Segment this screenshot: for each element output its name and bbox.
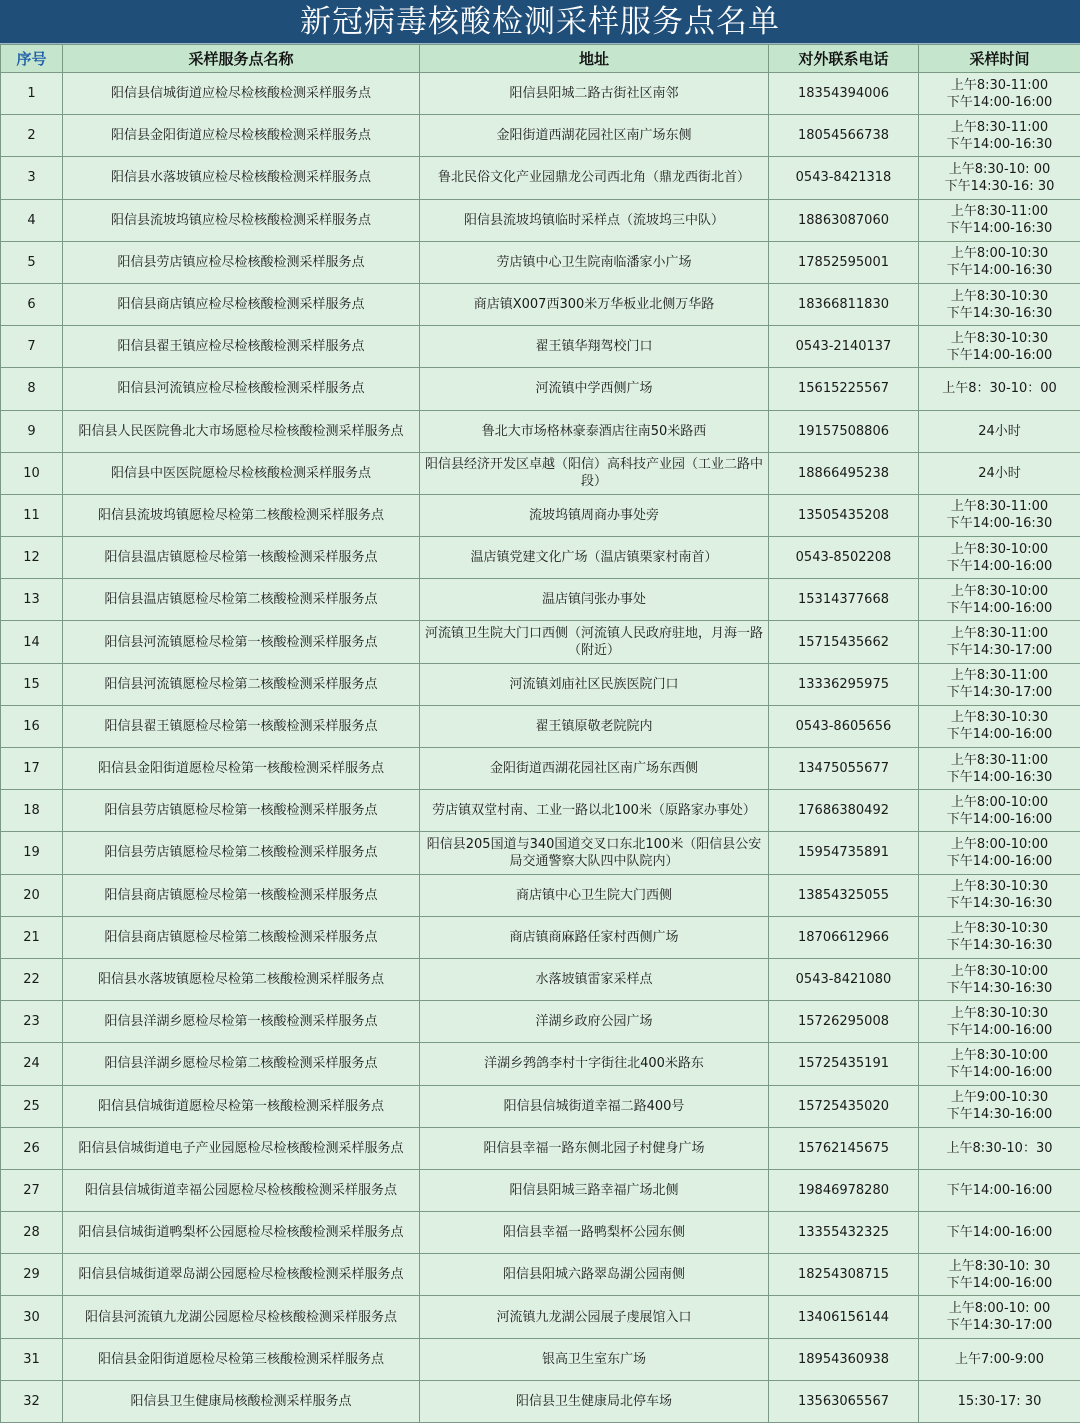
cell-time — [919, 1380, 1080, 1422]
time-line: 上午8：30-10：00 — [942, 381, 1057, 397]
table-row — [1, 621, 1080, 663]
cell-address: 洋湖乡鹁鸽李村十字街往北400米路东 — [420, 1043, 769, 1085]
table-row — [1, 326, 1080, 368]
cell-name: 阳信县河流镇九龙湖公园愿检尽检核酸检测采样服务点 — [63, 1296, 420, 1338]
time-line: 下午14:30-16:30 — [946, 980, 1053, 996]
cell-time — [919, 241, 1080, 283]
cell-phone: 18866495238 — [769, 452, 919, 494]
cell-address: 温店镇闫张办事处 — [420, 579, 769, 621]
cell-phone: 19157508806 — [769, 410, 919, 452]
cell-phone: 13505435208 — [769, 494, 919, 536]
cell-phone: 15615225567 — [769, 368, 919, 410]
time-line: 上午8:00-10: 00 — [948, 1301, 1051, 1317]
cell-no: 12 — [1, 537, 63, 579]
cell-no: 16 — [1, 705, 63, 747]
cell-no: 27 — [1, 1169, 63, 1211]
cell-time — [919, 874, 1080, 916]
cell-time — [919, 1296, 1080, 1338]
cell-name: 阳信县信城街道电子产业园愿检尽检核酸检测采样服务点 — [63, 1127, 420, 1169]
time-line: 下午14:00-16:00 — [946, 1064, 1053, 1080]
cell-phone: 0543-8421318 — [769, 157, 919, 199]
cell-name: 阳信县温店镇愿检尽检第一核酸检测采样服务点 — [63, 537, 420, 579]
time-line: 下午14:30-16:30 — [946, 896, 1053, 912]
time-line: 上午8:00-10:30 — [950, 246, 1049, 262]
cell-time — [919, 621, 1080, 663]
cell-no: 20 — [1, 874, 63, 916]
cell-phone: 15726295008 — [769, 1001, 919, 1043]
time-line: 下午14:00-16:00 — [946, 727, 1053, 743]
time-line: 下午14:00-16:30 — [946, 136, 1053, 152]
cell-phone: 15954735891 — [769, 832, 919, 874]
time-line: 下午14:00-16:00 — [946, 347, 1053, 363]
cell-address: 阳信县卫生健康局北停车场 — [420, 1380, 769, 1422]
cell-address: 阳信县阳城三路幸福广场北侧 — [420, 1169, 769, 1211]
time-line: 上午8:30-10:30 — [950, 710, 1049, 726]
cell-phone: 19846978280 — [769, 1169, 919, 1211]
cell-address: 劳店镇中心卫生院南临潘家小广场 — [420, 241, 769, 283]
service-point-table — [0, 44, 1080, 1423]
time-line: 下午14:30-17:00 — [946, 643, 1053, 659]
cell-no: 15 — [1, 663, 63, 705]
cell-no: 10 — [1, 452, 63, 494]
cell-phone: 18366811830 — [769, 283, 919, 325]
time-line: 下午14:00-16:00 — [946, 1225, 1053, 1241]
cell-phone: 15314377668 — [769, 579, 919, 621]
cell-time — [919, 283, 1080, 325]
time-line: 下午14:00-16:00 — [946, 1182, 1053, 1198]
table-row — [1, 1254, 1080, 1296]
cell-time — [919, 199, 1080, 241]
header-time: 采样时间 — [919, 45, 1080, 73]
cell-address: 翟王镇华翔驾校门口 — [420, 326, 769, 368]
cell-time — [919, 452, 1080, 494]
cell-time — [919, 916, 1080, 958]
cell-name: 阳信县翟王镇应检尽检核酸检测采样服务点 — [63, 326, 420, 368]
time-line: 24小时 — [978, 465, 1021, 481]
cell-name: 阳信县流坡坞镇应检尽检核酸检测采样服务点 — [63, 199, 420, 241]
time-line: 下午14:00-16:00 — [946, 853, 1053, 869]
table-row — [1, 579, 1080, 621]
cell-name: 阳信县水落坡镇愿检尽检第二核酸检测采样服务点 — [63, 958, 420, 1000]
cell-address: 商店镇中心卫生院大门西侧 — [420, 874, 769, 916]
time-line: 上午8:30-11:00 — [950, 119, 1049, 135]
table-row — [1, 916, 1080, 958]
cell-address: 水落坡镇雷家采样点 — [420, 958, 769, 1000]
time-line: 上午8:30-10: 00 — [948, 161, 1051, 177]
cell-phone: 18954360938 — [769, 1338, 919, 1380]
cell-time — [919, 705, 1080, 747]
cell-address: 阳信县流坡坞镇临时采样点（流坡坞三中队） — [420, 199, 769, 241]
cell-address: 阳信县信城街道幸福二路400号 — [420, 1085, 769, 1127]
cell-phone: 18254308715 — [769, 1254, 919, 1296]
cell-no: 9 — [1, 410, 63, 452]
cell-phone: 18054566738 — [769, 115, 919, 157]
cell-phone: 0543-8421080 — [769, 958, 919, 1000]
table-row — [1, 705, 1080, 747]
table-row — [1, 241, 1080, 283]
cell-time — [919, 1001, 1080, 1043]
cell-time — [919, 1043, 1080, 1085]
cell-phone: 15715435662 — [769, 621, 919, 663]
table-row — [1, 1380, 1080, 1422]
cell-phone: 0543-8502208 — [769, 537, 919, 579]
cell-phone: 15725435020 — [769, 1085, 919, 1127]
table-row — [1, 874, 1080, 916]
cell-name: 阳信县水落坡镇应检尽检核酸检测采样服务点 — [63, 157, 420, 199]
cell-time — [919, 368, 1080, 410]
cell-no: 6 — [1, 283, 63, 325]
time-line: 上午8:30-10：30 — [946, 1140, 1053, 1156]
table-row — [1, 1043, 1080, 1085]
cell-no: 32 — [1, 1380, 63, 1422]
table-row — [1, 410, 1080, 452]
cell-phone: 13563065567 — [769, 1380, 919, 1422]
time-line: 15:30-17: 30 — [957, 1393, 1042, 1409]
time-line: 上午8:30-10:00 — [950, 541, 1049, 557]
cell-address: 河流镇刘庙社区民族医院门口 — [420, 663, 769, 705]
cell-address: 阳信县阳城二路古街社区南邻 — [420, 73, 769, 115]
time-line: 上午8:30-10:30 — [950, 1005, 1049, 1021]
time-line: 上午8:30-11:00 — [950, 204, 1049, 220]
time-line: 下午14:00-16:00 — [946, 811, 1053, 827]
cell-no: 19 — [1, 832, 63, 874]
cell-phone: 18863087060 — [769, 199, 919, 241]
cell-time — [919, 1254, 1080, 1296]
cell-no: 26 — [1, 1127, 63, 1169]
time-line: 上午8:30-10:00 — [950, 583, 1049, 599]
cell-time — [919, 790, 1080, 832]
cell-no: 22 — [1, 958, 63, 1000]
cell-name: 阳信县金阳街道愿检尽检第一核酸检测采样服务点 — [63, 748, 420, 790]
time-line: 上午8:30-10:30 — [950, 921, 1049, 937]
cell-name: 阳信县劳店镇应检尽检核酸检测采样服务点 — [63, 241, 420, 283]
cell-time — [919, 157, 1080, 199]
time-line: 上午8:30-11:00 — [950, 499, 1049, 515]
table-row — [1, 1085, 1080, 1127]
cell-time — [919, 1212, 1080, 1254]
cell-time — [919, 663, 1080, 705]
cell-no: 21 — [1, 916, 63, 958]
cell-address: 阳信县经济开发区卓越（阳信）高科技产业园（工业二路中段） — [420, 452, 769, 494]
cell-address: 银高卫生室东广场 — [420, 1338, 769, 1380]
time-line: 上午8:00-10:00 — [950, 836, 1049, 852]
table-row — [1, 73, 1080, 115]
cell-address: 洋湖乡政府公园广场 — [420, 1001, 769, 1043]
table-row — [1, 663, 1080, 705]
cell-name: 阳信县信城街道翠岛湖公园愿检尽检核酸检测采样服务点 — [63, 1254, 420, 1296]
cell-no: 23 — [1, 1001, 63, 1043]
table-row — [1, 199, 1080, 241]
header-name: 采样服务点名称 — [63, 45, 420, 73]
cell-time — [919, 579, 1080, 621]
cell-name: 阳信县金阳街道应检尽检核酸检测采样服务点 — [63, 115, 420, 157]
cell-name: 阳信县卫生健康局核酸检测采样服务点 — [63, 1380, 420, 1422]
cell-no: 17 — [1, 748, 63, 790]
time-line: 上午8:30-11:00 — [950, 77, 1049, 93]
time-line: 上午8:30-10: 30 — [948, 1258, 1051, 1274]
cell-name: 阳信县信城街道应检尽检核酸检测采样服务点 — [63, 73, 420, 115]
cell-no: 2 — [1, 115, 63, 157]
table-row — [1, 958, 1080, 1000]
cell-name: 阳信县劳店镇愿检尽检第二核酸检测采样服务点 — [63, 832, 420, 874]
cell-address: 阳信县阳城六路翠岛湖公园南侧 — [420, 1254, 769, 1296]
table-row — [1, 790, 1080, 832]
cell-no: 4 — [1, 199, 63, 241]
time-line: 上午8:30-11:00 — [950, 752, 1049, 768]
cell-phone: 0543-8605656 — [769, 705, 919, 747]
table-row — [1, 1127, 1080, 1169]
cell-no: 8 — [1, 368, 63, 410]
time-line: 下午14:00-16:00 — [946, 1275, 1053, 1291]
cell-address: 阳信县幸福一路鸭梨杯公园东侧 — [420, 1212, 769, 1254]
page-title: 新冠病毒核酸检测采样服务点名单 — [0, 0, 1080, 44]
cell-time — [919, 958, 1080, 1000]
time-line: 下午14:30-17:00 — [946, 1318, 1053, 1334]
cell-no: 31 — [1, 1338, 63, 1380]
cell-name: 阳信县流坡坞镇愿检尽检第二核酸检测采样服务点 — [63, 494, 420, 536]
cell-time — [919, 115, 1080, 157]
table-row — [1, 1169, 1080, 1211]
cell-phone: 15725435191 — [769, 1043, 919, 1085]
time-line: 上午8:30-10:30 — [950, 330, 1049, 346]
time-line: 上午7:00-9:00 — [954, 1351, 1045, 1367]
cell-phone: 0543-2140137 — [769, 326, 919, 368]
cell-phone: 13475055677 — [769, 748, 919, 790]
time-line: 下午14:30-16:30 — [946, 305, 1053, 321]
cell-name: 阳信县信城街道幸福公园愿检尽检核酸检测采样服务点 — [63, 1169, 420, 1211]
time-line: 上午8:30-10:00 — [950, 963, 1049, 979]
cell-phone: 13355432325 — [769, 1212, 919, 1254]
time-line: 下午14:30-16:00 — [946, 1107, 1053, 1123]
cell-no: 24 — [1, 1043, 63, 1085]
cell-no: 25 — [1, 1085, 63, 1127]
cell-address: 鲁北大市场格林豪泰酒店往南50米路西 — [420, 410, 769, 452]
time-line: 上午8:30-10:00 — [950, 1047, 1049, 1063]
cell-no: 1 — [1, 73, 63, 115]
cell-name: 阳信县商店镇愿检尽检第二核酸检测采样服务点 — [63, 916, 420, 958]
cell-address: 流坡坞镇周商办事处旁 — [420, 494, 769, 536]
cell-address: 鲁北民俗文化产业园鼎龙公司西北角（鼎龙西街北首） — [420, 157, 769, 199]
time-line: 下午14:00-16:30 — [946, 221, 1053, 237]
cell-address: 翟王镇原敬老院院内 — [420, 705, 769, 747]
time-line: 上午8:30-11:00 — [950, 668, 1049, 684]
cell-name: 阳信县人民医院鲁北大市场愿检尽检核酸检测采样服务点 — [63, 410, 420, 452]
cell-name: 阳信县河流镇愿检尽检第二核酸检测采样服务点 — [63, 663, 420, 705]
header-address: 地址 — [420, 45, 769, 73]
time-line: 下午14:30-17:00 — [946, 685, 1053, 701]
cell-time — [919, 410, 1080, 452]
cell-no: 7 — [1, 326, 63, 368]
time-line: 上午8:30-10:30 — [950, 879, 1049, 895]
cell-name: 阳信县洋湖乡愿检尽检第二核酸检测采样服务点 — [63, 1043, 420, 1085]
table-row — [1, 157, 1080, 199]
cell-phone: 18354394006 — [769, 73, 919, 115]
cell-address: 河流镇卫生院大门口西侧（河流镇人民政府驻地，月海一路（附近） — [420, 621, 769, 663]
time-line: 上午8:30-10:30 — [950, 288, 1049, 304]
cell-address: 商店镇X007西300米万华板业北侧万华路 — [420, 283, 769, 325]
cell-no: 18 — [1, 790, 63, 832]
cell-name: 阳信县商店镇应检尽检核酸检测采样服务点 — [63, 283, 420, 325]
time-line: 下午14:30-16: 30 — [944, 178, 1055, 194]
cell-time — [919, 1169, 1080, 1211]
cell-time — [919, 537, 1080, 579]
cell-name: 阳信县河流镇应检尽检核酸检测采样服务点 — [63, 368, 420, 410]
table-row — [1, 494, 1080, 536]
time-line: 上午8:30-11:00 — [950, 626, 1049, 642]
cell-time — [919, 494, 1080, 536]
cell-name: 阳信县洋湖乡愿检尽检第一核酸检测采样服务点 — [63, 1001, 420, 1043]
cell-address: 商店镇商麻路任家村西侧广场 — [420, 916, 769, 958]
cell-no: 29 — [1, 1254, 63, 1296]
cell-address: 河流镇九龙湖公园展子虔展馆入口 — [420, 1296, 769, 1338]
header-no: 序号 — [1, 45, 63, 73]
time-line: 下午14:00-16:00 — [946, 1022, 1053, 1038]
header-phone: 对外联系电话 — [769, 45, 919, 73]
time-line: 上午8:00-10:00 — [950, 794, 1049, 810]
table-row — [1, 832, 1080, 874]
cell-name: 阳信县商店镇愿检尽检第一核酸检测采样服务点 — [63, 874, 420, 916]
table-row — [1, 1001, 1080, 1043]
cell-time — [919, 1085, 1080, 1127]
table-body — [1, 73, 1080, 1423]
cell-phone: 17852595001 — [769, 241, 919, 283]
cell-no: 28 — [1, 1212, 63, 1254]
time-line: 下午14:00-16:30 — [946, 516, 1053, 532]
cell-address: 温店镇党建文化广场（温店镇栗家村南首） — [420, 537, 769, 579]
time-line: 下午14:00-16:30 — [946, 263, 1053, 279]
cell-no: 11 — [1, 494, 63, 536]
cell-name: 阳信县温店镇愿检尽检第二核酸检测采样服务点 — [63, 579, 420, 621]
time-line: 上午9:00-10:30 — [950, 1090, 1049, 1106]
cell-name: 阳信县信城街道愿检尽检第一核酸检测采样服务点 — [63, 1085, 420, 1127]
cell-no: 14 — [1, 621, 63, 663]
cell-phone: 13854325055 — [769, 874, 919, 916]
table-row — [1, 1338, 1080, 1380]
table-row — [1, 537, 1080, 579]
time-line: 下午14:00-16:30 — [946, 769, 1053, 785]
cell-address: 劳店镇双堂村南、工业一路以北100米（原路家办事处） — [420, 790, 769, 832]
table-row — [1, 368, 1080, 410]
table-row — [1, 1212, 1080, 1254]
cell-name: 阳信县金阳街道愿检尽检第三核酸检测采样服务点 — [63, 1338, 420, 1380]
table-row — [1, 115, 1080, 157]
cell-time — [919, 832, 1080, 874]
cell-no: 3 — [1, 157, 63, 199]
cell-time — [919, 73, 1080, 115]
cell-name: 阳信县河流镇愿检尽检第一核酸检测采样服务点 — [63, 621, 420, 663]
table-header-row — [1, 45, 1080, 73]
cell-phone: 13406156144 — [769, 1296, 919, 1338]
cell-address: 河流镇中学西侧广场 — [420, 368, 769, 410]
table-row — [1, 283, 1080, 325]
table-row — [1, 1296, 1080, 1338]
cell-phone: 18706612966 — [769, 916, 919, 958]
cell-time — [919, 1127, 1080, 1169]
time-line: 下午14:00-16:00 — [946, 600, 1053, 616]
table-row — [1, 748, 1080, 790]
cell-no: 5 — [1, 241, 63, 283]
cell-phone: 13336295975 — [769, 663, 919, 705]
cell-name: 阳信县劳店镇愿检尽检第一核酸检测采样服务点 — [63, 790, 420, 832]
time-line: 24小时 — [978, 423, 1021, 439]
cell-no: 30 — [1, 1296, 63, 1338]
cell-time — [919, 748, 1080, 790]
table-row — [1, 452, 1080, 494]
cell-address: 阳信县幸福一路东侧北园子村健身广场 — [420, 1127, 769, 1169]
time-line: 下午14:00-16:00 — [946, 558, 1053, 574]
time-line: 下午14:30-16:30 — [946, 938, 1053, 954]
cell-address: 阳信县205国道与340国道交叉口东北100米（阳信县公安局交通警察大队四中队院内） — [420, 832, 769, 874]
cell-name: 阳信县翟王镇愿检尽检第一核酸检测采样服务点 — [63, 705, 420, 747]
cell-time — [919, 326, 1080, 368]
cell-no: 13 — [1, 579, 63, 621]
cell-phone: 17686380492 — [769, 790, 919, 832]
cell-phone: 15762145675 — [769, 1127, 919, 1169]
cell-time — [919, 1338, 1080, 1380]
cell-address: 金阳街道西湖花园社区南广场东西侧 — [420, 748, 769, 790]
cell-address: 金阳街道西湖花园社区南广场东侧 — [420, 115, 769, 157]
cell-name: 阳信县信城街道鸭梨杯公园愿检尽检核酸检测采样服务点 — [63, 1212, 420, 1254]
cell-name: 阳信县中医医院愿检尽检核酸检测采样服务点 — [63, 452, 420, 494]
time-line: 下午14:00-16:00 — [946, 94, 1053, 110]
